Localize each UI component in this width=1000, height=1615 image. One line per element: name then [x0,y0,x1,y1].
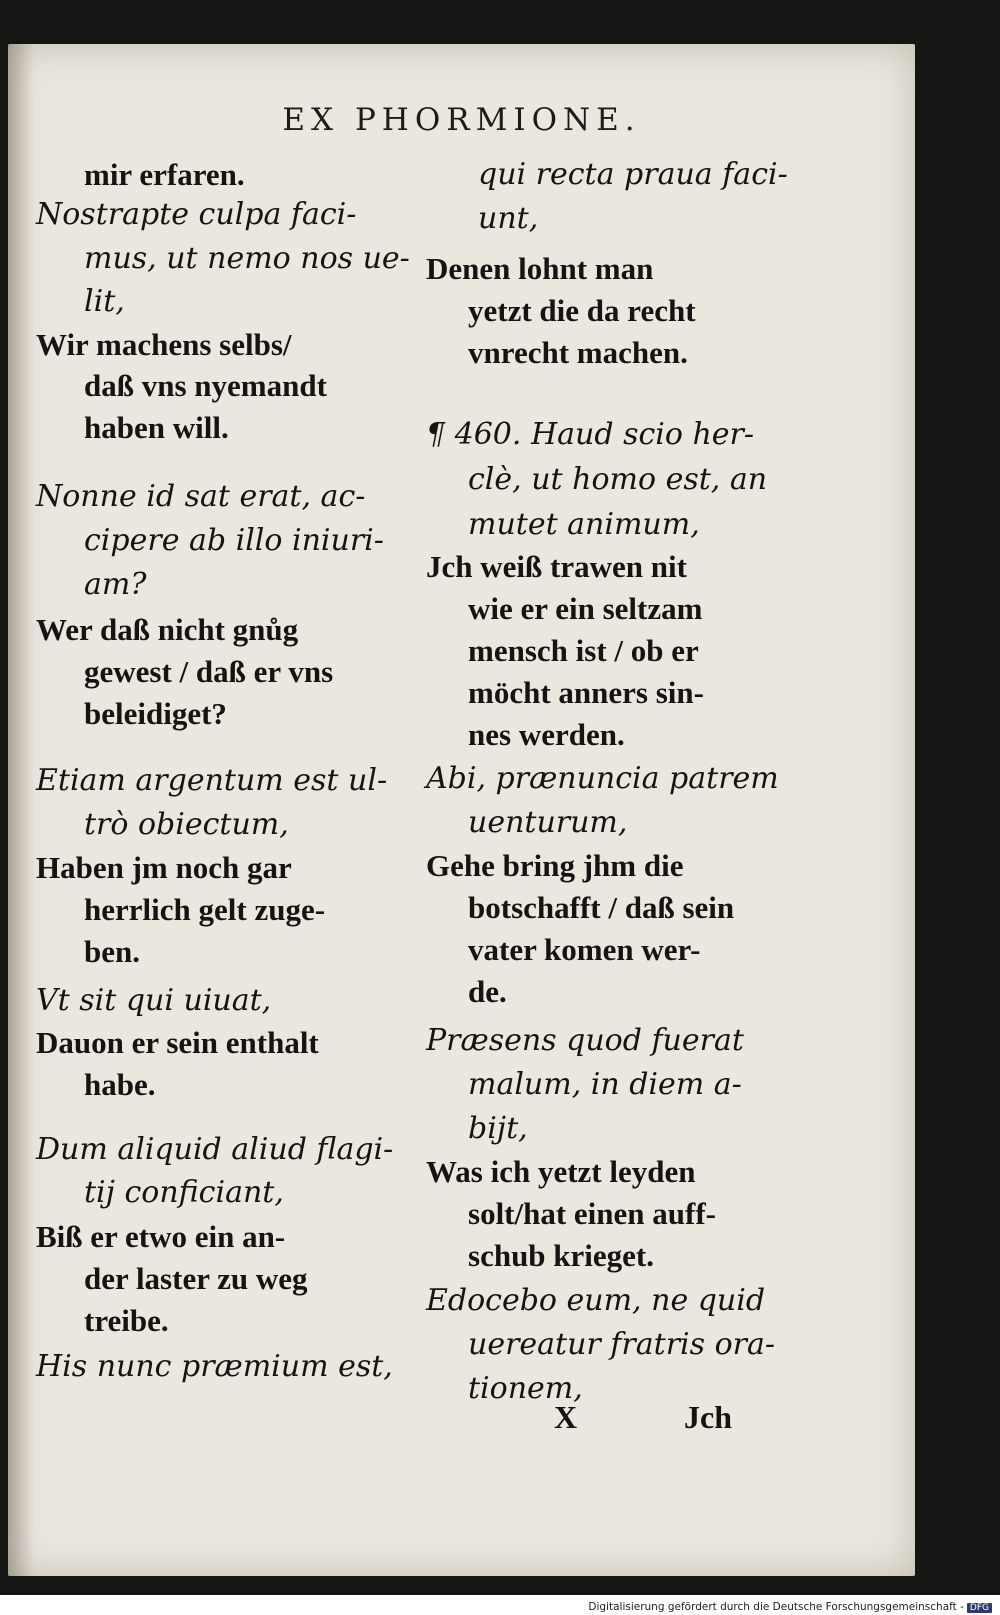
text-line: bijt, [468,1111,528,1146]
signature-mark: X [554,1399,578,1435]
text-line: ben. [84,934,140,969]
running-head: EX PHORMIONE. [282,102,641,138]
text-line: wie er ein seltzam [468,591,703,626]
text-line: botschafft / daß sein [468,890,735,925]
text-line: cipere ab illo iniuri- [84,523,384,558]
dfg-logo-badge: DFG [967,1603,992,1613]
text-line: unt, [478,201,539,236]
text-line: lit, [84,284,125,319]
text-line: schub krieget. [468,1238,654,1273]
text-line: Nonne id sat erat, ac- [36,479,366,514]
text-line: Dauon er sein enthalt [36,1025,319,1060]
text-line: mutet animum, [468,507,700,542]
text-line: uenturum, [468,805,628,840]
text-line: Wir machens selbs/ [36,327,292,362]
text-line: Præsens quod fuerat [426,1023,744,1058]
text-line: haben will. [84,410,229,445]
text-line: gewest / daß er vns [84,654,334,689]
book-page [8,44,915,1576]
text-line: clè, ut homo est, an [468,462,768,497]
text-line: möcht anners sin- [468,675,704,710]
text-line: Vt sit qui uiuat, [36,983,272,1018]
text-line: yetzt die da recht [468,293,696,328]
text-line: Gehe bring jhm die [426,848,684,883]
text-line: Abi, prænuncia patrem [426,761,779,796]
text-line: Edocebo eum, ne quid [426,1283,766,1318]
text-line: Was ich yetzt leyden [426,1154,696,1189]
text-line: habe. [84,1067,156,1102]
text-line: His nunc præmium est, [36,1349,393,1384]
text-line: Dum aliquid aliud flagi- [36,1132,394,1167]
catchword: Jch [684,1399,732,1435]
text-line: mus, ut nemo nos ue- [84,241,410,276]
text-line: vater komen wer- [468,932,701,967]
text-line: nes werden. [468,717,625,752]
text-line: tionem, [468,1371,583,1406]
text-line: der laster zu weg [84,1261,308,1296]
text-line: Haben jm noch gar [36,850,292,885]
text-line: Denen lohnt man [426,251,654,286]
page-gutter-shadow [8,44,34,1576]
text-line: am? [84,567,147,602]
text-line: mensch ist / ob er [468,633,699,668]
text-line: qui recta praua faci- [478,157,788,192]
text-line: uereatur fratris ora- [468,1327,775,1362]
credit-text: Digitalisierung gefördert durch die Deutsche Forschungsgemeinschaft - [588,1601,964,1613]
text-line: Nostrapte culpa faci- [36,197,357,232]
text-line: solt/hat einen auff- [468,1196,716,1231]
text-line: de. [468,974,507,1009]
text-line: daß vns nyemandt [84,368,327,403]
text-line: ¶ 460. Haud scio her- [426,417,755,452]
text-line: malum, in diem a- [468,1067,742,1102]
text-line: mir erfaren. [84,157,245,192]
digitization-credit [588,1601,992,1613]
text-line: Jch weiß trawen nit [426,549,687,584]
text-line: tij conficiant, [84,1175,284,1210]
text-line: herrlich gelt zuge- [84,892,326,927]
text-line: treibe. [84,1303,169,1338]
text-line: Wer daß nicht gnůg [36,612,299,647]
text-line: beleidiget? [84,696,227,731]
text-line: vnrecht machen. [468,335,688,370]
text-line: trò obiectum, [84,807,289,842]
text-line: Biß er etwo ein an- [36,1219,286,1254]
text-line: Etiam argentum est ul- [36,763,388,798]
